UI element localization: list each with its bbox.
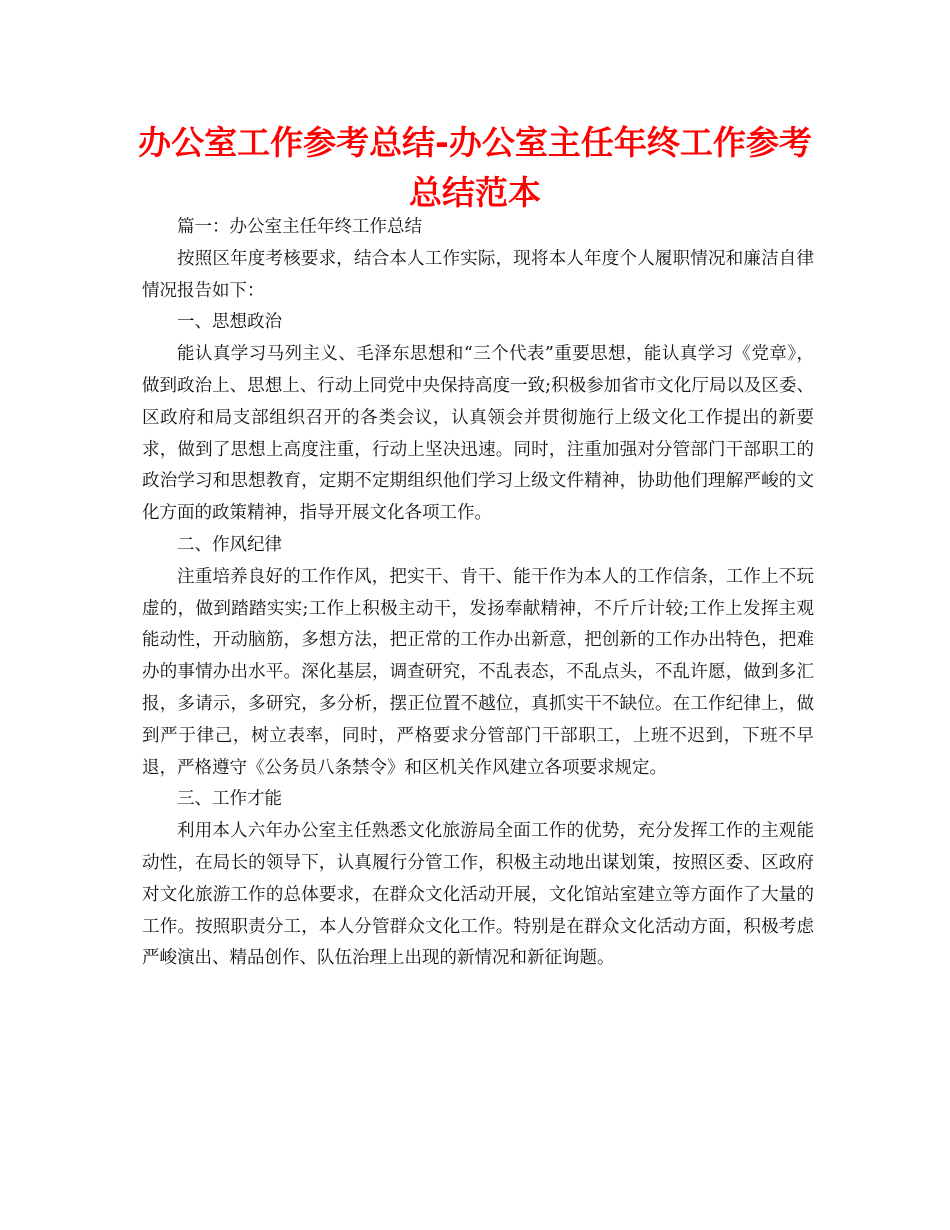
paragraph-work-style: 注重培养良好的工作作风，把实干、肯干、能干作为本人的工作信条，工作上不玩虚的，做到踏踏实实;工作上积极主动干，发扬奉献精神，不斤斤计较;工作上发挥主观能动性，开动脑筋，多想方法，把正常的工作办出新意，把创新的工作办出特色，把难办的事情办出水平。深化基层，调查研究，不乱表态，不乱点头，不乱许愿，做到多汇报，多请示，多研究，多分析，摆正位置不越位，真抓实干不缺位。在工作纪律上，做到严于律己，树立表率，同时，严格要求分管部门干部职工，上班不迟到，下班不早退，严格遵守《公务员八条禁令》和区机关作风建立各项要求规定。 (142, 566, 814, 778)
paragraph-work-ability: 利用本人六年办公室主任熟悉文化旅游局全面工作的优势，充分发挥工作的主观能动性，在局长的领导下，认真履行分管工作，积极主动地出谋划策，按照区委、区政府对文化旅游工作的总体要求，在群众文化活动开展，文化馆站室建立等方面作了大量的工作。按照职责分工，本人分管群众文化工作。特别是在群众文化活动方面，积极考虑严峻演出、精品创作、队伍治理上出现的新情况和新征询题。 (142, 821, 814, 969)
paragraph-section-heading: 篇一：办公室主任年终工作总结 (177, 217, 422, 237)
heading-work-ability: 三、工作才能 (177, 789, 282, 810)
document-title: 办公室工作参考总结-办公室主任年终工作参考总结范本 (138, 123, 812, 212)
paragraph-intro: 按照区年度考核要求，结合本人工作实际，现将本人年度个人履职情况和廉洁自律情况报告如下： (142, 248, 814, 301)
document-body (142, 212, 814, 975)
heading-work-style: 二、作风纪律 (177, 534, 282, 555)
paragraph-political-thought: 能认真学习马列主义、毛泽东思想和“三个代表”重要思想，能认真学习《党章》，做到政治上、思想上、行动上同党中央保持高度一致;积极参加省市文化厅局以及区委、区政府和局支部组织召开的各类会议，认真领会并贯彻施行上级文化工作提出的新要求，做到了思想上高度注重，行动上坚决迅速。同时，注重加强对分管部门干部职工的政治学习和思想教育，定期不定期组织他们学习上级文件精神，协助他们理解严峻的文化方面的政策精神，指导开展文化各项工作。 (142, 344, 814, 524)
heading-political-thought: 一、思想政治 (177, 312, 282, 333)
